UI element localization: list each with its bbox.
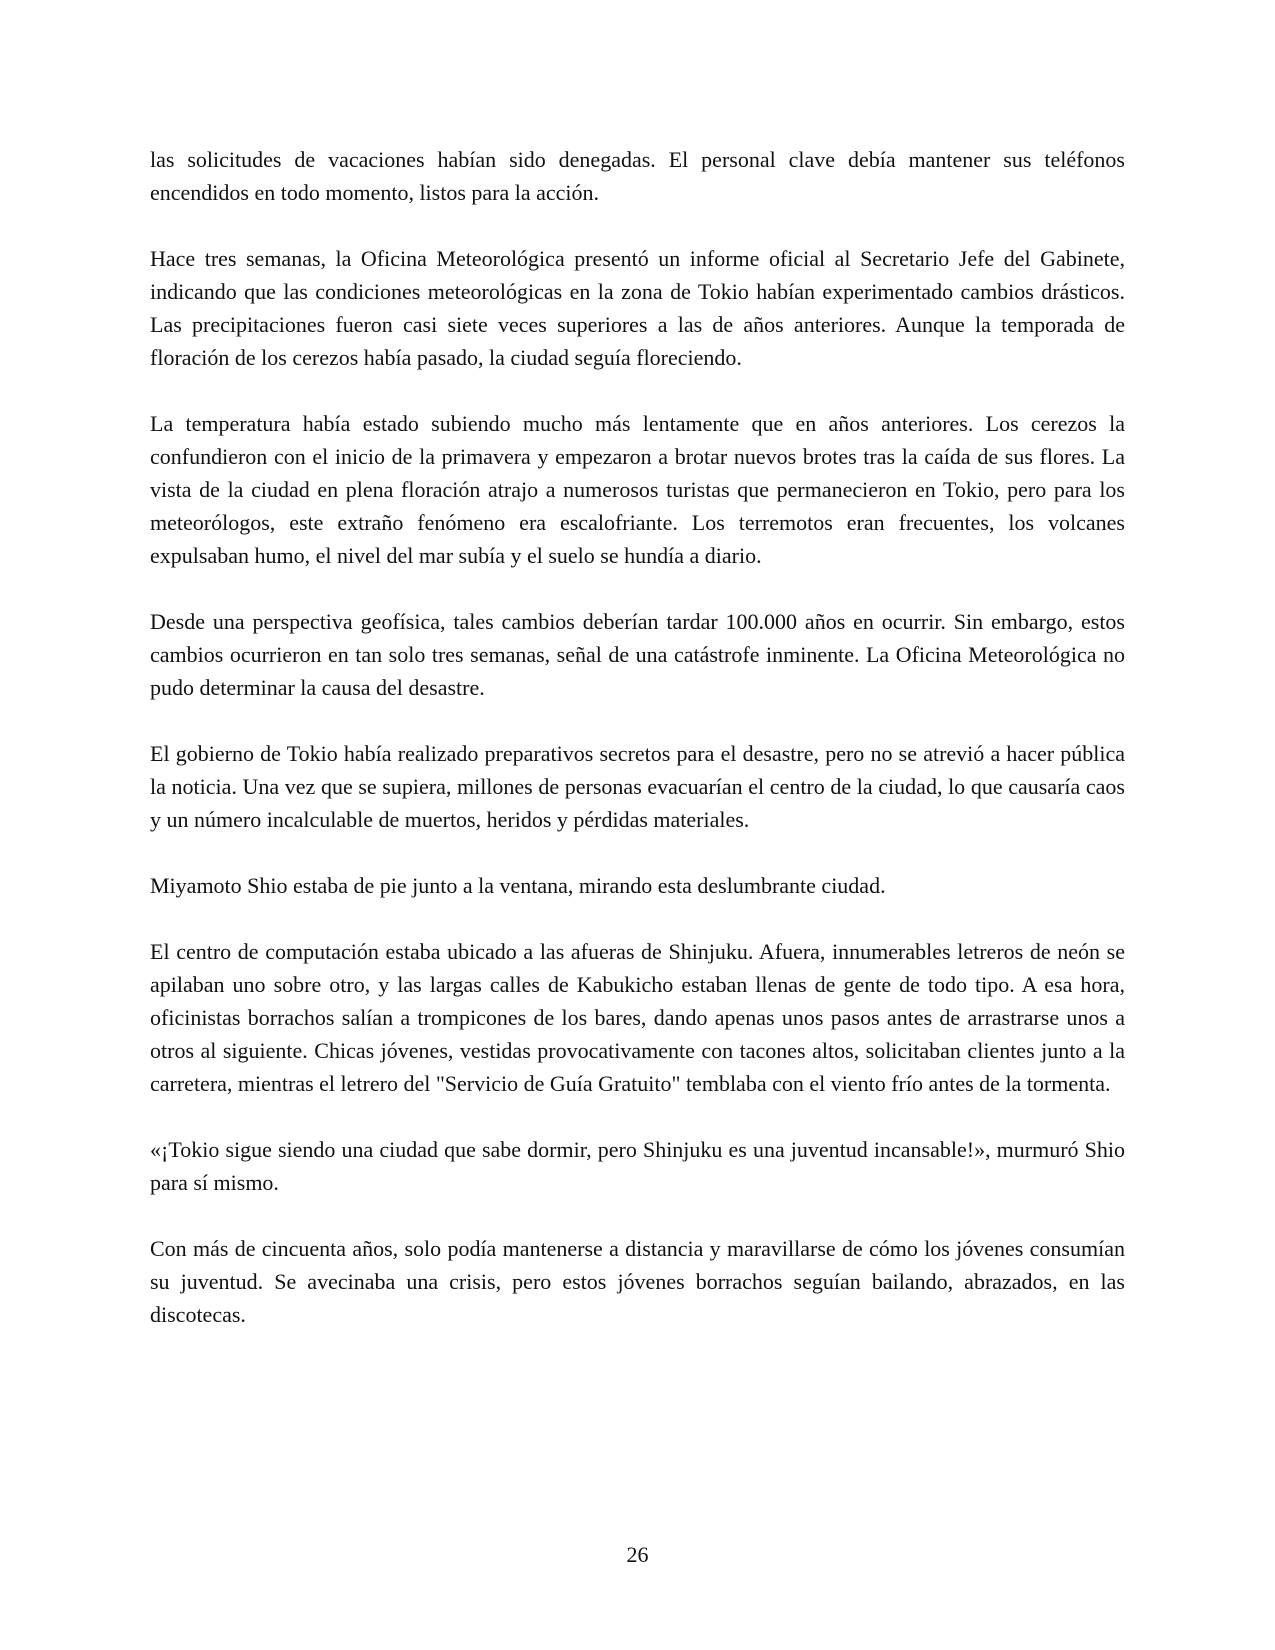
paragraph-6: Miyamoto Shio estaba de pie junto a la ventana, mirando esta deslumbrante ciudad. bbox=[150, 873, 886, 898]
paragraph-1: las solicitudes de vacaciones habían sido denegadas. El personal clave debía mantener sus teléfonos encendidos en todo momento, listos para la acción. bbox=[150, 147, 1125, 205]
paragraph-9: Con más de cincuenta años, solo podía mantenerse a distancia y maravillarse de cómo los jóvenes consumían su juventud. Se avecinaba una crisis, pero estos jóvenes borrachos seguían bailando, abrazados, en las discotecas. bbox=[150, 1236, 1125, 1327]
page-number: 26 bbox=[626, 1542, 649, 1567]
paragraph-7: El centro de computación estaba ubicado a las afueras de Shinjuku. Afuera, innumerables letreros de neón se apilaban uno sobre otro, y las largas calles de Kabukicho estaban llenas de gente de todo tipo. A esa hora, oficinistas borrachos salían a trompicones de los bares, dando apenas unos pasos antes de arrastrarse unos a otros al siguiente. Chicas jóvenes, vestidas provocativamente con tacones altos, solicitaban clientes junto a la carretera, mientras el letrero del "Servicio de Guía Gratuito" temblaba con el viento frío antes de la tormenta. bbox=[150, 939, 1125, 1096]
paragraph-5: El gobierno de Tokio había realizado preparativos secretos para el desastre, pero no se atrevió a hacer pública la noticia. Una vez que se supiera, millones de personas evacuarían el centro de la ciudad, lo que causaría caos y un número incalculable de muertos, heridos y pérdidas materiales. bbox=[150, 741, 1125, 832]
paragraph-4: Desde una perspectiva geofísica, tales cambios deberían tardar 100.000 años en ocurrir. Sin embargo, estos cambios ocurrieron en tan solo tres semanas, señal de una catástrofe inminente. La Oficina Meteorológica no pudo determinar la causa del desastre. bbox=[150, 609, 1125, 700]
paragraph-2: Hace tres semanas, la Oficina Meteorológica presentó un informe oficial al Secretario Jefe del Gabinete, indicando que las condiciones meteorológicas en la zona de Tokio habían experimentado cambios drásticos. Las precipitaciones fueron casi siete veces superiores a las de años anteriores. Aunque la temporada de floración de los cerezos había pasado, la ciudad seguía floreciendo. bbox=[150, 246, 1125, 370]
paragraph-8: «¡Tokio sigue siendo una ciudad que sabe dormir, pero Shinjuku es una juventud incansable!», murmuró Shio para sí mismo. bbox=[150, 1137, 1125, 1195]
body-text bbox=[150, 143, 1125, 1364]
paragraph-3: La temperatura había estado subiendo mucho más lentamente que en años anteriores. Los cerezos la confundieron con el inicio de la primavera y empezaron a brotar nuevos brotes tras la caída de sus flores. La vista de la ciudad en plena floración atrajo a numerosos turistas que permanecieron en Tokio, pero para los meteorólogos, este extraño fenómeno era escalofriante. Los terremotos eran frecuentes, los volcanes expulsaban humo, el nivel del mar subía y el suelo se hundía a diario. bbox=[150, 411, 1125, 568]
